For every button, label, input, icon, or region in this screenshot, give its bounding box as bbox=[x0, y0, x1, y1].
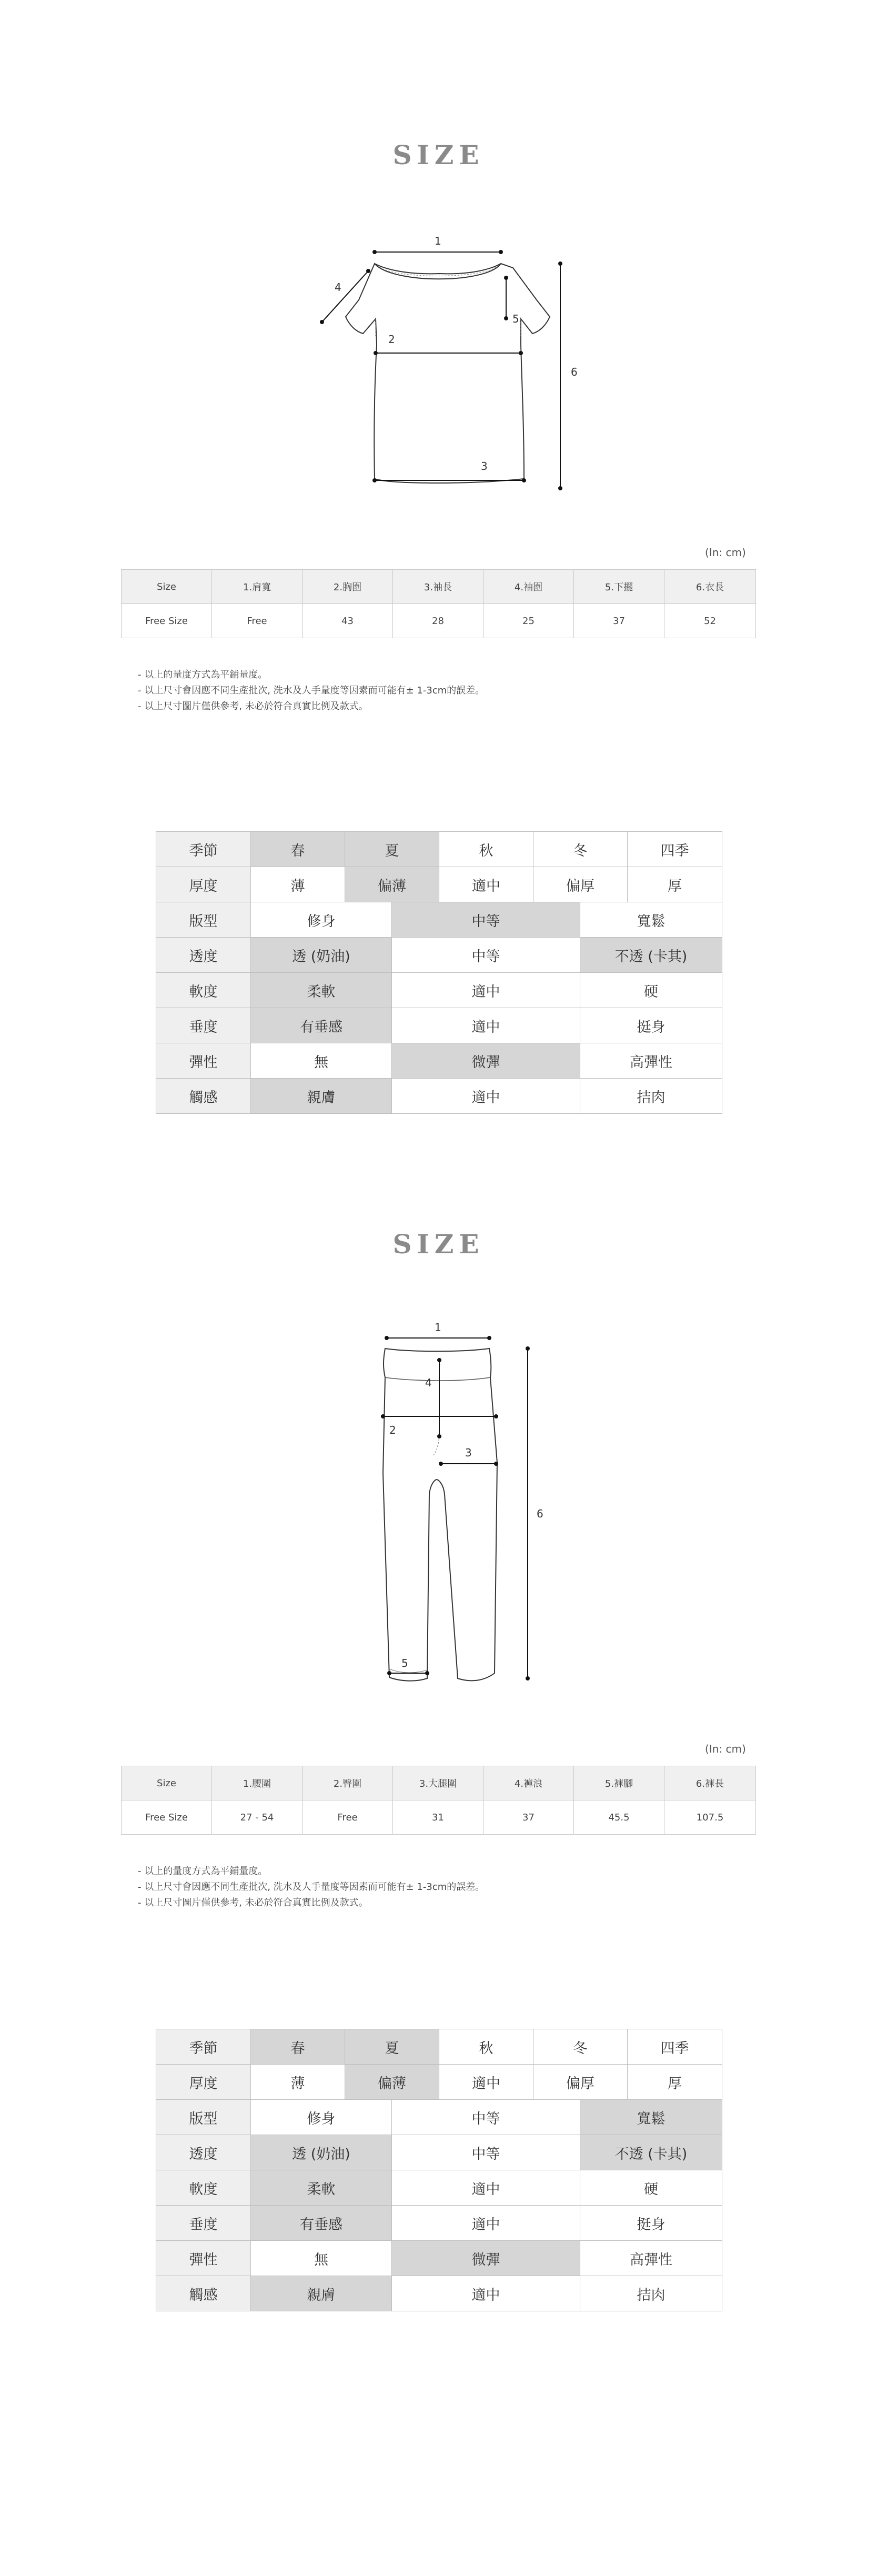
attr-option: 親膚 bbox=[251, 2276, 392, 2311]
table-cell: 107.5 bbox=[664, 1800, 756, 1835]
attr-option: 挺身 bbox=[580, 1008, 722, 1043]
table-cell: 31 bbox=[393, 1800, 483, 1835]
attr-row-transparency bbox=[156, 938, 722, 973]
attr-option: 修身 bbox=[251, 2100, 392, 2135]
pants-outline bbox=[383, 1349, 497, 1681]
attr-label: 軟度 bbox=[156, 973, 251, 1008]
header-cell: 1.腰圍 bbox=[212, 1766, 303, 1800]
attr-option: 適中 bbox=[392, 2276, 580, 2311]
attr-option: 中等 bbox=[392, 2135, 580, 2170]
attr-row-season bbox=[156, 832, 722, 867]
attr-row-drape bbox=[156, 1008, 722, 1043]
attr-label: 軟度 bbox=[156, 2170, 251, 2206]
pants-label-1: 1 bbox=[435, 1321, 441, 1334]
attr-option: 中等 bbox=[392, 938, 580, 973]
tshirt-label-4: 4 bbox=[335, 281, 341, 294]
attr-option: 中等 bbox=[392, 2100, 580, 2135]
attr-option: 高彈性 bbox=[580, 2241, 722, 2276]
attr-row-softness bbox=[156, 2170, 722, 2206]
header-cell: 5.褲腳 bbox=[574, 1766, 664, 1800]
attr-option: 冬 bbox=[533, 832, 628, 867]
attr-option: 厚 bbox=[628, 867, 722, 902]
attr-row-touch bbox=[156, 2276, 722, 2311]
attr-option: 厚 bbox=[628, 2065, 722, 2100]
attr-option: 寬鬆 bbox=[580, 902, 722, 938]
attr-label: 垂度 bbox=[156, 2206, 251, 2241]
attr-option: 偏薄 bbox=[345, 867, 439, 902]
attr-row-softness bbox=[156, 973, 722, 1008]
attr-option: 硬 bbox=[580, 2170, 722, 2206]
attr-option: 無 bbox=[251, 1043, 392, 1079]
table-cell: 43 bbox=[303, 604, 393, 638]
attr-label: 透度 bbox=[156, 938, 251, 973]
attr-row-fit bbox=[156, 2100, 722, 2135]
attr-label: 彈性 bbox=[156, 1043, 251, 1079]
header-cell: 3.大腿圍 bbox=[393, 1766, 483, 1800]
attr-option: 夏 bbox=[345, 2029, 439, 2065]
attr-option: 修身 bbox=[251, 902, 392, 938]
attr-option: 夏 bbox=[345, 832, 439, 867]
attr-option: 高彈性 bbox=[580, 1043, 722, 1079]
attr-option: 中等 bbox=[392, 902, 580, 938]
attr-option: 透 (奶油) bbox=[251, 2135, 392, 2170]
attr-option: 拮肉 bbox=[580, 2276, 722, 2311]
attr-label: 厚度 bbox=[156, 867, 251, 902]
table-cell: Free bbox=[303, 1800, 393, 1835]
attr-option: 有垂感 bbox=[251, 1008, 392, 1043]
table-cell: Free Size bbox=[122, 604, 212, 638]
size-title-top: SIZE bbox=[392, 139, 485, 170]
header-cell: Size bbox=[122, 1766, 212, 1800]
header-cell: 3.袖長 bbox=[393, 570, 483, 604]
attr-option: 適中 bbox=[392, 973, 580, 1008]
pants-label-4: 4 bbox=[425, 1376, 432, 1389]
attr-row-drape bbox=[156, 2206, 722, 2241]
pants-label-2: 2 bbox=[389, 1424, 396, 1436]
size-title-bottom: SIZE bbox=[392, 1229, 485, 1260]
size-table-bottom bbox=[121, 1766, 756, 1835]
table-cell: 37 bbox=[483, 1800, 574, 1835]
size-table-header bbox=[122, 1766, 756, 1800]
tshirt-diagram bbox=[0, 226, 877, 500]
attr-option: 四季 bbox=[628, 2029, 722, 2065]
attr-row-fit bbox=[156, 902, 722, 938]
header-cell: 6.褲長 bbox=[664, 1766, 756, 1800]
attr-option: 春 bbox=[251, 832, 345, 867]
attr-option: 硬 bbox=[580, 973, 722, 1008]
table-row bbox=[122, 1800, 756, 1835]
pants-label-6: 6 bbox=[537, 1507, 543, 1520]
size-table-top bbox=[121, 569, 756, 638]
attr-option: 無 bbox=[251, 2241, 392, 2276]
tshirt-outline bbox=[346, 264, 550, 483]
attr-option: 挺身 bbox=[580, 2206, 722, 2241]
table-cell: Free bbox=[212, 604, 303, 638]
attr-option: 不透 (卡其) bbox=[580, 2135, 722, 2170]
attr-option: 拮肉 bbox=[580, 1079, 722, 1114]
attr-option: 偏薄 bbox=[345, 2065, 439, 2100]
pants-label-3: 3 bbox=[465, 1446, 472, 1459]
pants-diagram bbox=[0, 1315, 877, 1694]
attr-row-transparency bbox=[156, 2135, 722, 2170]
attr-option: 適中 bbox=[392, 1008, 580, 1043]
header-cell: 6.衣長 bbox=[664, 570, 756, 604]
attr-label: 季節 bbox=[156, 832, 251, 867]
attr-option: 柔軟 bbox=[251, 2170, 392, 2206]
tshirt-label-1: 1 bbox=[435, 235, 441, 247]
attr-option: 適中 bbox=[439, 867, 533, 902]
attr-option: 秋 bbox=[439, 832, 533, 867]
table-cell: Free Size bbox=[122, 1800, 212, 1835]
attr-option: 親膚 bbox=[251, 1079, 392, 1114]
attr-option: 微彈 bbox=[392, 2241, 580, 2276]
attr-option: 偏厚 bbox=[533, 2065, 628, 2100]
notes-bottom bbox=[138, 1864, 485, 1911]
attr-label: 厚度 bbox=[156, 2065, 251, 2100]
attr-option: 適中 bbox=[392, 2170, 580, 2206]
header-cell: 2.臀圍 bbox=[303, 1766, 393, 1800]
attr-option: 偏厚 bbox=[533, 867, 628, 902]
attr-option: 薄 bbox=[251, 2065, 345, 2100]
attr-option: 適中 bbox=[439, 2065, 533, 2100]
attr-row-season bbox=[156, 2029, 722, 2065]
header-cell: Size bbox=[122, 570, 212, 604]
attr-option: 不透 (卡其) bbox=[580, 938, 722, 973]
attr-row-touch bbox=[156, 1079, 722, 1114]
attr-row-thickness bbox=[156, 867, 722, 902]
attr-option: 四季 bbox=[628, 832, 722, 867]
attr-option: 冬 bbox=[533, 2029, 628, 2065]
attr-label: 垂度 bbox=[156, 1008, 251, 1043]
header-cell: 5.下擺 bbox=[574, 570, 664, 604]
fabric-attribute-table-top bbox=[156, 831, 722, 1114]
attr-option: 適中 bbox=[392, 1079, 580, 1114]
attr-option: 微彈 bbox=[392, 1043, 580, 1079]
attr-option: 春 bbox=[251, 2029, 345, 2065]
size-table-header bbox=[122, 570, 756, 604]
attr-row-elasticity bbox=[156, 1043, 722, 1079]
attr-label: 透度 bbox=[156, 2135, 251, 2170]
note-line: - 以上尺寸圖片僅供參考, 未必於符合真實比例及款式。 bbox=[138, 1897, 368, 1908]
header-cell: 1.肩寬 bbox=[212, 570, 303, 604]
attr-label: 觸感 bbox=[156, 1079, 251, 1114]
tshirt-label-5: 5 bbox=[512, 313, 519, 325]
note-line: - 以上尺寸會因應不同生產批次, 洗水及人手量度等因素而可能有± 1-3cm的誤差。 bbox=[138, 685, 485, 696]
attr-label: 版型 bbox=[156, 2100, 251, 2135]
header-cell: 4.袖圍 bbox=[483, 570, 574, 604]
attr-option: 寬鬆 bbox=[580, 2100, 722, 2135]
attr-label: 觸感 bbox=[156, 2276, 251, 2311]
attr-row-thickness bbox=[156, 2065, 722, 2100]
attr-label: 季節 bbox=[156, 2029, 251, 2065]
table-cell: 28 bbox=[393, 604, 483, 638]
unit-label-bottom: (In: cm) bbox=[705, 1743, 746, 1755]
attr-option: 適中 bbox=[392, 2206, 580, 2241]
attr-option: 透 (奶油) bbox=[251, 938, 392, 973]
attr-option: 秋 bbox=[439, 2029, 533, 2065]
table-cell: 25 bbox=[483, 604, 574, 638]
notes-top bbox=[138, 667, 485, 715]
table-cell: 27 - 54 bbox=[212, 1800, 303, 1835]
table-cell: 45.5 bbox=[574, 1800, 664, 1835]
attr-row-elasticity bbox=[156, 2241, 722, 2276]
note-line: - 以上尺寸圖片僅供參考, 未必於符合真實比例及款式。 bbox=[138, 701, 368, 712]
attr-label: 版型 bbox=[156, 902, 251, 938]
note-line: - 以上的量度方式為平鋪量度。 bbox=[138, 1866, 268, 1877]
tshirt-label-3: 3 bbox=[481, 460, 488, 472]
table-row bbox=[122, 604, 756, 638]
table-cell: 37 bbox=[574, 604, 664, 638]
fabric-attribute-table-bottom bbox=[156, 2029, 722, 2311]
note-line: - 以上的量度方式為平鋪量度。 bbox=[138, 669, 268, 680]
note-line: - 以上尺寸會因應不同生產批次, 洗水及人手量度等因素而可能有± 1-3cm的誤差。 bbox=[138, 1881, 485, 1893]
unit-label-top: (In: cm) bbox=[705, 546, 746, 559]
attr-label: 彈性 bbox=[156, 2241, 251, 2276]
tshirt-label-2: 2 bbox=[388, 333, 395, 346]
table-cell: 52 bbox=[664, 604, 756, 638]
header-cell: 2.胸圍 bbox=[303, 570, 393, 604]
pants-label-5: 5 bbox=[401, 1657, 408, 1669]
header-cell: 4.褲浪 bbox=[483, 1766, 574, 1800]
attr-option: 柔軟 bbox=[251, 973, 392, 1008]
tshirt-label-6: 6 bbox=[571, 366, 578, 378]
attr-option: 有垂感 bbox=[251, 2206, 392, 2241]
attr-option: 薄 bbox=[251, 867, 345, 902]
